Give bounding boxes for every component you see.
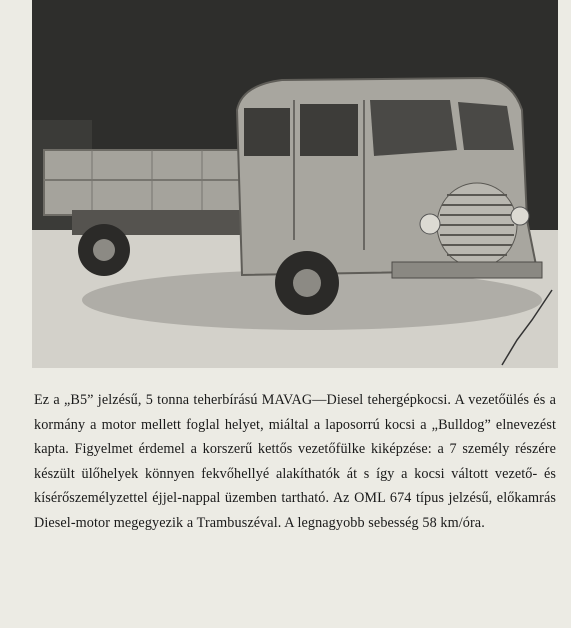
truck-photo bbox=[32, 0, 558, 368]
truck-illustration bbox=[32, 0, 558, 368]
photo-caption bbox=[34, 388, 556, 536]
caption-text: Ez a „B5” jelzésű, 5 tonna teherbírású MAVAG—Diesel tehergépkocsi. A vezetőülés és a kormány a motor mellett foglal helyet, miáltal a laposorrú kocsi a „Bulldog” elnevezést kapta. Figyelmet érdemel a korszerű kettős vezetőfülke kiképzése: a 7 személy részére készült ülőhelyek könnyen fekvőhellyé alakíthatók át s így a kocsi váltott vezető- és kísérőszemélyzettel éjjel-nappal üzemben tartható. Az OML 674 típus jelzésű, előkamrás Diesel-motor megegyezik a Trambuszéval. A legnagyobb sebesség 58 km/óra. bbox=[34, 392, 556, 531]
